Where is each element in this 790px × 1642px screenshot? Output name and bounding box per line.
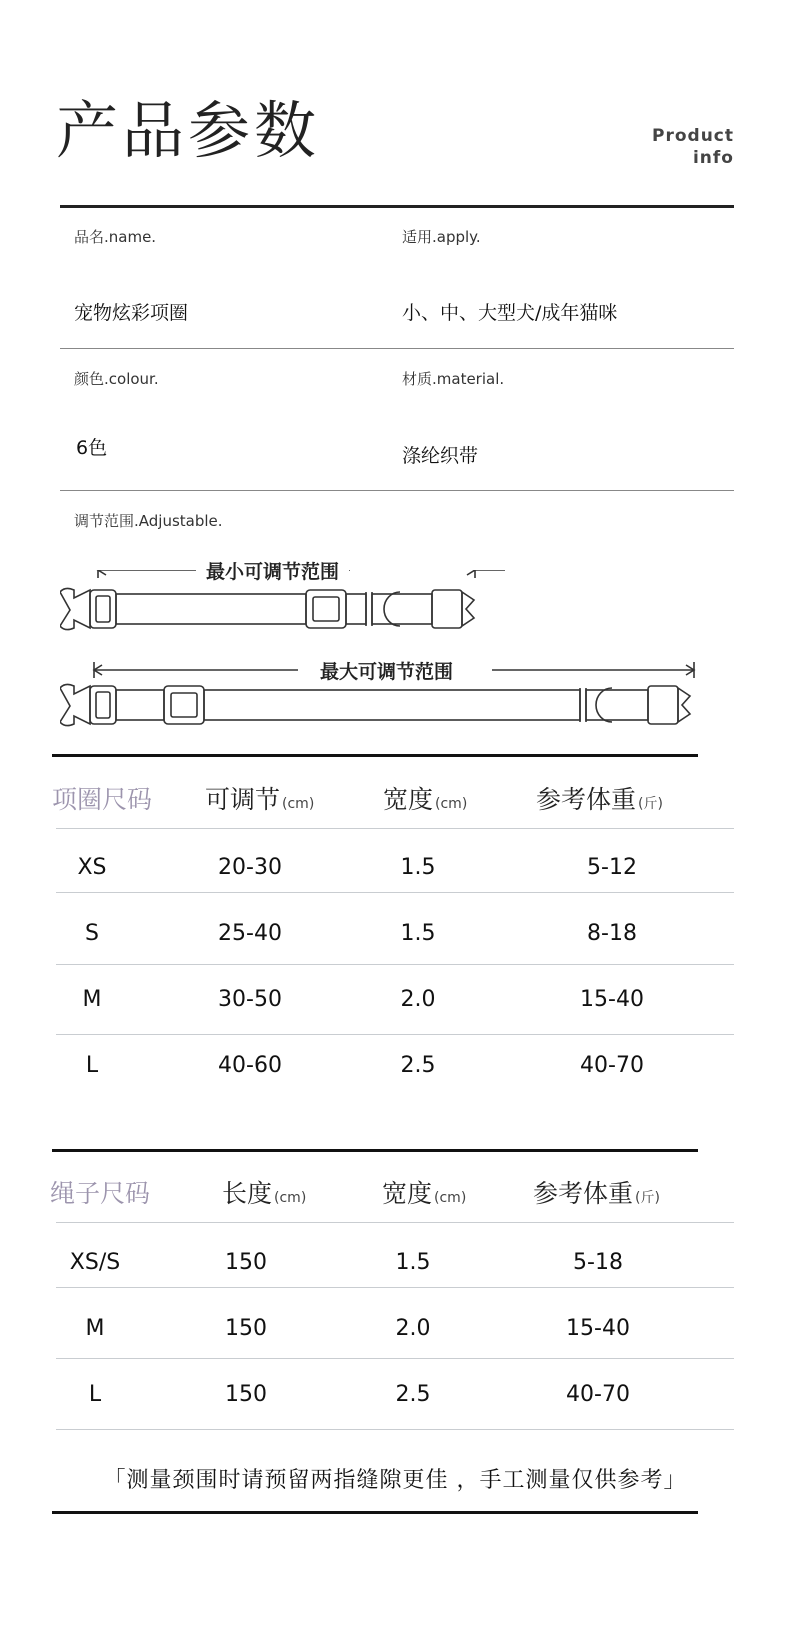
rope-col-weight: 参考体重 (斤) [533, 1179, 660, 1208]
rope-cell: 150 [225, 1316, 267, 1341]
collar-cell: 1.5 [400, 921, 436, 946]
rope-cell: L [88, 1382, 102, 1407]
min-range-label: 最小可调节范围 [196, 557, 349, 584]
collar-cell: 2.5 [400, 1053, 436, 1078]
subtitle-line-1: Product [652, 126, 734, 146]
rope-cell: 2.0 [395, 1316, 431, 1341]
rope-cell: 150 [225, 1382, 267, 1407]
material-label: 材质.material. [402, 370, 505, 388]
collar-cell: 40-70 [580, 1053, 644, 1078]
apply-label: 适用.apply. [402, 228, 481, 246]
rope-cell: 15-40 [566, 1316, 630, 1341]
rope-table-top-rule [52, 1149, 698, 1152]
collar-col-size: 项圈尺码 [52, 785, 153, 814]
collar-cell: L [85, 1053, 99, 1078]
rope-col-size: 绳子尺码 [50, 1179, 151, 1208]
spec-divider-1 [60, 348, 734, 349]
collar-divider [56, 892, 734, 893]
collar-cell: 30-50 [218, 987, 282, 1012]
collar-cell: XS [77, 855, 107, 880]
collar-cell: 15-40 [580, 987, 644, 1012]
rope-cell: 5-18 [573, 1250, 623, 1275]
collar-cell: 40-60 [218, 1053, 282, 1078]
rope-cell: 1.5 [395, 1250, 431, 1275]
rope-col-length: 长度 (cm) [222, 1179, 307, 1208]
bottom-rule [52, 1511, 698, 1514]
rope-divider [56, 1429, 734, 1430]
collar-table-top-rule [52, 754, 698, 757]
collar-divider [56, 964, 734, 965]
rope-col-width: 宽度 (cm) [382, 1179, 467, 1208]
rope-cell: M [85, 1316, 105, 1341]
page-title: 产品参数 [56, 94, 321, 167]
collar-cell: 5-12 [587, 855, 637, 880]
collar-divider [56, 1034, 734, 1035]
top-rule [60, 205, 734, 208]
max-range-label: 最大可调节范围 [310, 657, 463, 684]
colour-value: 6色 [76, 437, 108, 459]
material-value: 涤纶织带 [402, 445, 479, 467]
apply-value: 小、中、大型犬/成年猫咪 [402, 302, 618, 324]
collar-col-width: 宽度 (cm) [383, 785, 468, 814]
collar-divider [56, 828, 734, 829]
adjust-label: 调节范围.Adjustable. [74, 512, 223, 530]
collar-cell: 2.0 [400, 987, 436, 1012]
rope-divider [56, 1358, 734, 1359]
spec-divider-2 [60, 490, 734, 491]
colour-label: 颜色.colour. [74, 370, 159, 388]
collar-cell: 1.5 [400, 855, 436, 880]
collar-cell: 25-40 [218, 921, 282, 946]
rope-cell: 150 [225, 1250, 267, 1275]
subtitle-line-2: info [692, 148, 734, 168]
rope-cell: 2.5 [395, 1382, 431, 1407]
collar-cell: M [82, 987, 102, 1012]
rope-divider [56, 1222, 734, 1223]
rope-divider [56, 1287, 734, 1288]
collar-col-weight: 参考体重 (斤) [536, 785, 663, 814]
page-subtitle [652, 125, 734, 169]
rope-cell: 40-70 [566, 1382, 630, 1407]
measurement-note: 「测量颈围时请预留两指缝隙更佳 ，手工测量仅供参考」 [103, 1468, 687, 1493]
name-label: 品名.name. [74, 228, 157, 246]
rope-cell: XS/S [69, 1250, 121, 1275]
collar-cell: 8-18 [587, 921, 637, 946]
collar-col-adjust: 可调节 (cm) [205, 785, 315, 814]
name-value: 宠物炫彩项圈 [74, 302, 189, 324]
collar-cell: S [85, 921, 99, 946]
collar-cell: 20-30 [218, 855, 282, 880]
